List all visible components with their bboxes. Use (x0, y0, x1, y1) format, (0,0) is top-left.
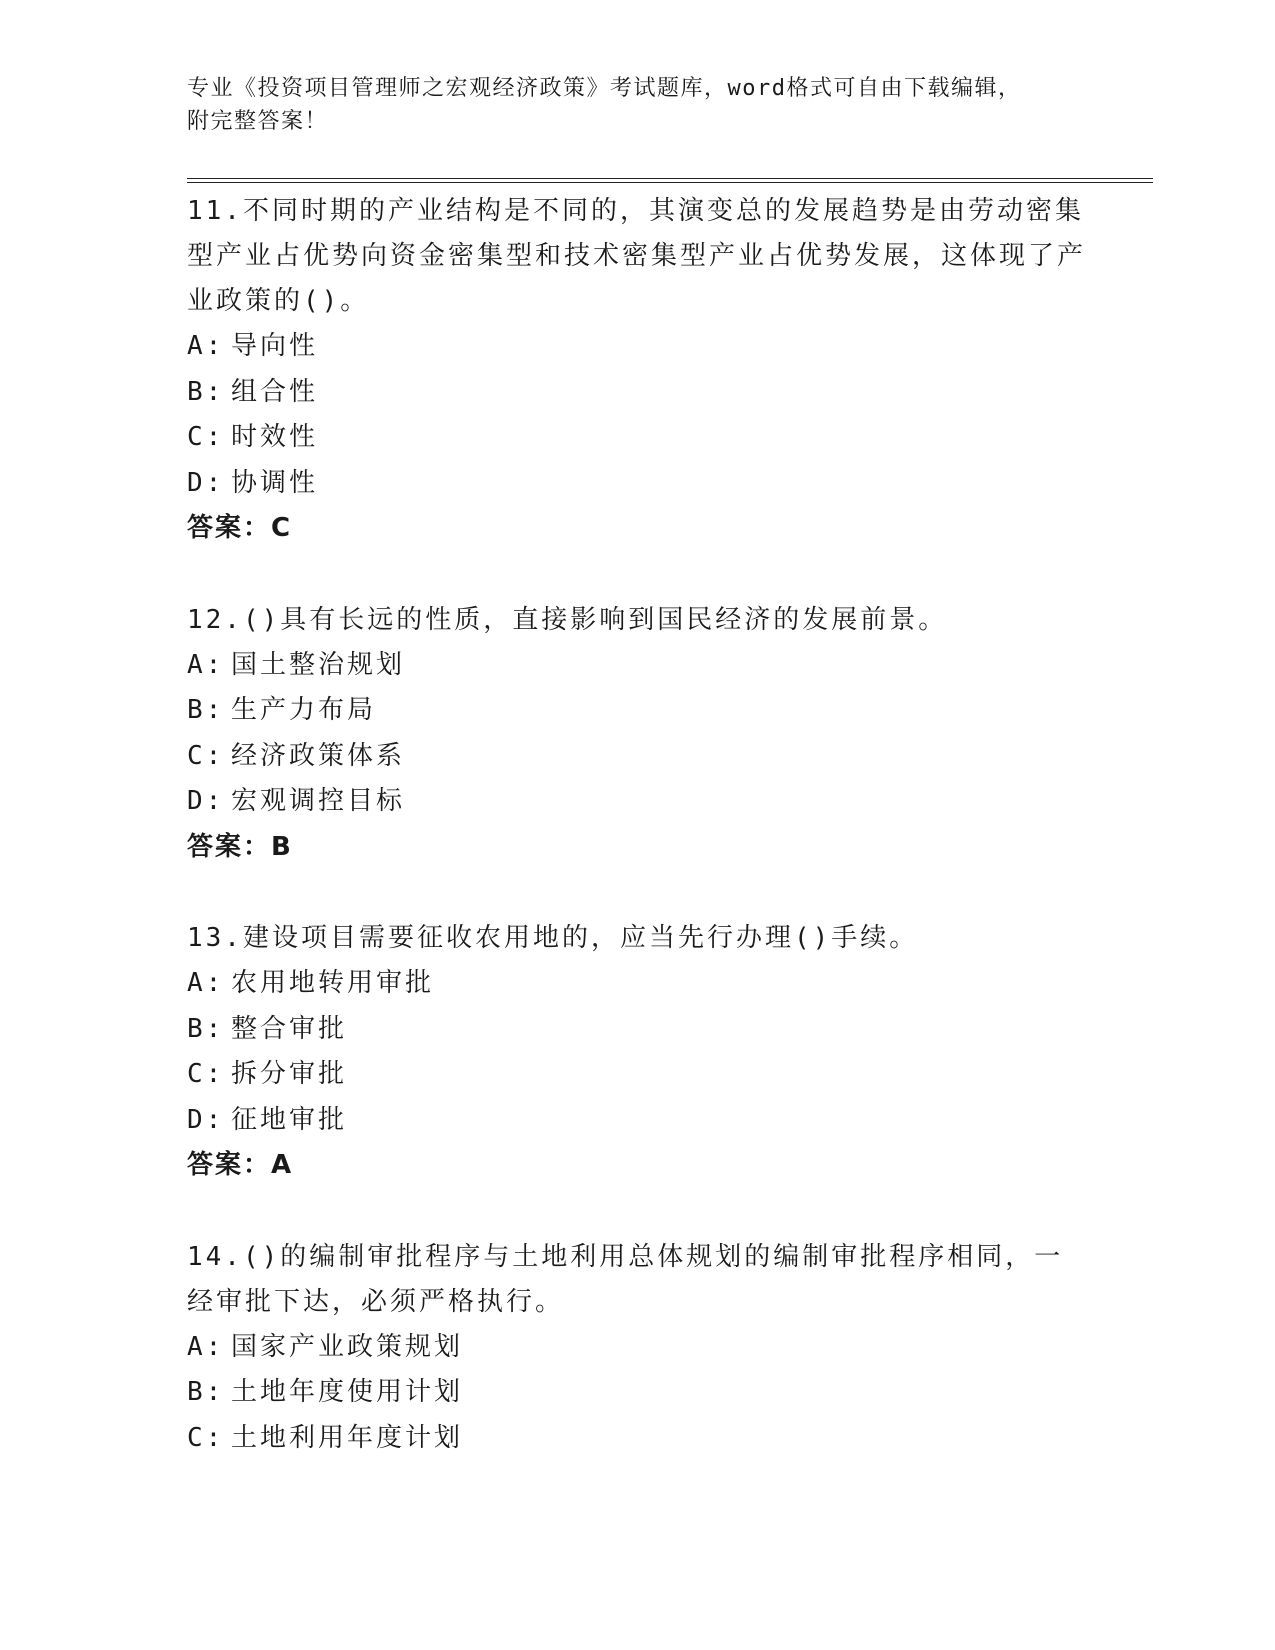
option-letter: C: (187, 740, 225, 771)
option-letter: B: (187, 1377, 225, 1407)
header-line-1: 专业《投资项目管理师之宏观经济政策》考试题库，word格式可自由下载编辑， (187, 76, 1022, 101)
option-text: 国土整治规划 (231, 649, 406, 680)
option-text: 征地审批 (231, 1104, 348, 1135)
option-letter: D: (187, 467, 225, 498)
option-a (187, 643, 1087, 689)
header-divider-bottom (187, 182, 1153, 183)
header-divider-top (187, 178, 1153, 179)
option-letter: C: (187, 1422, 225, 1453)
option-b (187, 1007, 1087, 1053)
question-stem: 12.()具有长远的性质，直接影响到国民经济的发展前景。 (187, 604, 948, 635)
option-text: 协调性 (231, 467, 319, 498)
question-11 (187, 189, 1087, 552)
answer-line: 答案：B (187, 831, 293, 862)
option-a (187, 961, 1087, 1007)
question-12 (187, 598, 1087, 871)
option-c (187, 734, 1087, 780)
option-letter: D: (187, 786, 225, 816)
option-text: 土地年度使用计划 (231, 1377, 464, 1407)
option-letter: C: (187, 422, 225, 452)
option-text: 组合性 (231, 376, 319, 407)
option-text: 经济政策体系 (231, 740, 406, 771)
option-a (187, 324, 1087, 370)
option-letter: A: (187, 331, 225, 361)
option-a (187, 1325, 1087, 1371)
option-b (187, 1370, 1087, 1416)
question-stem: 14.()的编制审批程序与土地利用总体规划的编制审批程序相同，一经审批下达，必须严格执行。 (187, 1241, 1064, 1317)
option-d (187, 461, 1087, 507)
option-b (187, 370, 1087, 416)
question-stem: 11.不同时期的产业结构是不同的，其演变总的发展趋势是由劳动密集型产业占优势向资金密集型和技术密集型产业占优势发展，这体现了产业政策的()。 (187, 196, 1087, 316)
option-letter: B: (187, 1013, 225, 1044)
option-letter: B: (187, 695, 225, 725)
option-text: 拆分审批 (231, 1059, 348, 1089)
option-c (187, 1052, 1087, 1098)
option-text: 国家产业政策规划 (231, 1331, 464, 1362)
option-letter: A: (187, 1331, 225, 1362)
option-letter: B: (187, 376, 225, 407)
option-text: 生产力布局 (231, 695, 377, 725)
option-d (187, 1098, 1087, 1144)
header-line-2: 附完整答案！ (187, 109, 329, 134)
option-letter: A: (187, 649, 225, 680)
question-list (187, 189, 1087, 1461)
option-c (187, 415, 1087, 461)
option-text: 农用地转用审批 (231, 968, 435, 998)
option-c (187, 1416, 1087, 1462)
option-letter: C: (187, 1059, 225, 1089)
option-text: 宏观调控目标 (231, 786, 406, 816)
option-text: 整合审批 (231, 1013, 348, 1044)
option-text: 时效性 (231, 422, 319, 452)
question-14 (187, 1235, 1087, 1462)
question-stem: 13.建设项目需要征收农用地的，应当先行办理()手续。 (187, 923, 919, 953)
question-13 (187, 916, 1087, 1189)
document-header (187, 72, 1067, 138)
option-letter: A: (187, 968, 225, 998)
option-text: 导向性 (231, 331, 319, 361)
option-b (187, 688, 1087, 734)
answer-line: 答案：C (187, 513, 293, 543)
option-d (187, 779, 1087, 825)
option-letter: D: (187, 1104, 225, 1135)
answer-line: 答案：A (187, 1150, 294, 1180)
option-text: 土地利用年度计划 (231, 1422, 464, 1453)
